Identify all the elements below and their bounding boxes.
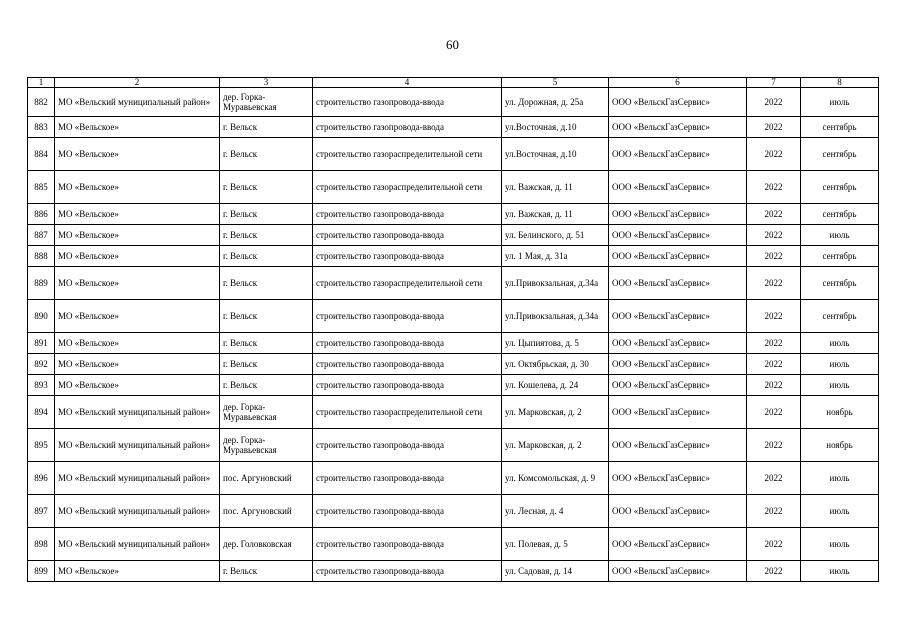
address-cell: ул. Октябрьская, д. 30 — [502, 354, 609, 375]
municipality-cell: МО «Вельское» — [55, 354, 220, 375]
row-number-cell: 895 — [28, 429, 55, 462]
locality-cell: г. Вельск — [220, 246, 313, 267]
locality-cell: г. Вельск — [220, 333, 313, 354]
row-number-cell: 887 — [28, 225, 55, 246]
municipality-cell: МО «Вельское» — [55, 138, 220, 171]
row-number-cell: 889 — [28, 267, 55, 300]
month-cell: ноябрь — [801, 429, 879, 462]
municipality-cell: МО «Вельский муниципальный район» — [55, 528, 220, 561]
table-row — [28, 88, 879, 117]
municipality-cell: МО «Вельское» — [55, 267, 220, 300]
month-cell: сентябрь — [801, 300, 879, 333]
table-row — [28, 300, 879, 333]
locality-cell: дер. Головковская — [220, 528, 313, 561]
locality-cell: г. Вельск — [220, 375, 313, 396]
address-cell: ул. Дорожная, д. 25а — [502, 88, 609, 117]
year-cell: 2022 — [747, 528, 801, 561]
month-cell: ноябрь — [801, 396, 879, 429]
work-type-cell: строительство газопровода-ввода — [313, 88, 502, 117]
work-type-cell: строительство газораспределительной сети — [313, 138, 502, 171]
contractor-cell: ООО «ВельскГазСервис» — [609, 528, 747, 561]
contractor-cell: ООО «ВельскГазСервис» — [609, 375, 747, 396]
column-header-1: 1 — [28, 78, 55, 88]
year-cell: 2022 — [747, 88, 801, 117]
address-cell: ул. Садовая, д. 14 — [502, 561, 609, 582]
address-cell: ул.Привокзальная, д.34а — [502, 300, 609, 333]
contractor-cell: ООО «ВельскГазСервис» — [609, 396, 747, 429]
address-cell: ул. Кошелева, д. 24 — [502, 375, 609, 396]
month-cell: сентябрь — [801, 171, 879, 204]
year-cell: 2022 — [747, 117, 801, 138]
locality-cell: г. Вельск — [220, 267, 313, 300]
year-cell: 2022 — [747, 333, 801, 354]
column-header-2: 2 — [55, 78, 220, 88]
month-cell: июль — [801, 354, 879, 375]
year-cell: 2022 — [747, 267, 801, 300]
address-cell: ул. Марковская, д. 2 — [502, 429, 609, 462]
address-cell: ул.Восточная, д.10 — [502, 138, 609, 171]
month-cell: июль — [801, 495, 879, 528]
work-type-cell: строительство газораспределительной сети — [313, 171, 502, 204]
work-type-cell: строительство газопровода-ввода — [313, 300, 502, 333]
address-cell: ул.Восточная, д.10 — [502, 117, 609, 138]
contractor-cell: ООО «ВельскГазСервис» — [609, 462, 747, 495]
municipality-cell: МО «Вельское» — [55, 300, 220, 333]
work-type-cell: строительство газопровода-ввода — [313, 204, 502, 225]
locality-cell: г. Вельск — [220, 138, 313, 171]
work-type-cell: строительство газопровода-ввода — [313, 246, 502, 267]
header-row — [28, 78, 879, 88]
work-type-cell: строительство газопровода-ввода — [313, 225, 502, 246]
contractor-cell: ООО «ВельскГазСервис» — [609, 429, 747, 462]
year-cell: 2022 — [747, 246, 801, 267]
work-type-cell: строительство газопровода-ввода — [313, 528, 502, 561]
year-cell: 2022 — [747, 204, 801, 225]
row-number-cell: 885 — [28, 171, 55, 204]
table-row — [28, 396, 879, 429]
work-type-cell: строительство газопровода-ввода — [313, 354, 502, 375]
work-type-cell: строительство газораспределительной сети — [313, 267, 502, 300]
month-cell: июль — [801, 333, 879, 354]
municipality-cell: МО «Вельское» — [55, 117, 220, 138]
year-cell: 2022 — [747, 138, 801, 171]
address-cell: ул.Привокзальная, д.34а — [502, 267, 609, 300]
municipality-cell: МО «Вельское» — [55, 333, 220, 354]
table-row — [28, 495, 879, 528]
municipality-cell: МО «Вельский муниципальный район» — [55, 396, 220, 429]
municipality-cell: МО «Вельское» — [55, 561, 220, 582]
table-row — [28, 267, 879, 300]
locality-cell: г. Вельск — [220, 300, 313, 333]
contractor-cell: ООО «ВельскГазСервис» — [609, 117, 747, 138]
month-cell: июль — [801, 225, 879, 246]
table-row — [28, 204, 879, 225]
month-cell: сентябрь — [801, 267, 879, 300]
table-row — [28, 171, 879, 204]
municipality-cell: МО «Вельское» — [55, 375, 220, 396]
address-cell: ул. Цыпиятова, д. 5 — [502, 333, 609, 354]
contractor-cell: ООО «ВельскГазСервис» — [609, 246, 747, 267]
table-row — [28, 375, 879, 396]
row-number-cell: 890 — [28, 300, 55, 333]
contractor-cell: ООО «ВельскГазСервис» — [609, 204, 747, 225]
contractor-cell: ООО «ВельскГазСервис» — [609, 495, 747, 528]
month-cell: июль — [801, 561, 879, 582]
month-cell: сентябрь — [801, 138, 879, 171]
table-row — [28, 225, 879, 246]
row-number-cell: 882 — [28, 88, 55, 117]
row-number-cell: 897 — [28, 495, 55, 528]
works-table — [27, 77, 879, 582]
work-type-cell: строительство газораспределительной сети — [313, 396, 502, 429]
locality-cell: пос. Аргуновский — [220, 495, 313, 528]
contractor-cell: ООО «ВельскГазСервис» — [609, 267, 747, 300]
locality-cell: г. Вельск — [220, 204, 313, 225]
table-row — [28, 138, 879, 171]
table-row — [28, 246, 879, 267]
work-type-cell: строительство газопровода-ввода — [313, 333, 502, 354]
table-row — [28, 429, 879, 462]
row-number-cell: 884 — [28, 138, 55, 171]
year-cell: 2022 — [747, 396, 801, 429]
work-type-cell: строительство газопровода-ввода — [313, 375, 502, 396]
table-row — [28, 462, 879, 495]
contractor-cell: ООО «ВельскГазСервис» — [609, 171, 747, 204]
locality-cell: г. Вельск — [220, 354, 313, 375]
address-cell: ул. Белинского, д. 51 — [502, 225, 609, 246]
table-row — [28, 528, 879, 561]
locality-cell: г. Вельск — [220, 225, 313, 246]
locality-cell: дер. Горка-Муравьевская — [220, 396, 313, 429]
locality-cell: дер. Горка-Муравьевская — [220, 429, 313, 462]
address-cell: ул. Комсомольская, д. 9 — [502, 462, 609, 495]
address-cell: ул. Лесная, д. 4 — [502, 495, 609, 528]
table-row — [28, 117, 879, 138]
row-number-cell: 894 — [28, 396, 55, 429]
column-header-7: 7 — [747, 78, 801, 88]
year-cell: 2022 — [747, 462, 801, 495]
municipality-cell: МО «Вельский муниципальный район» — [55, 429, 220, 462]
year-cell: 2022 — [747, 561, 801, 582]
month-cell: сентябрь — [801, 246, 879, 267]
municipality-cell: МО «Вельское» — [55, 246, 220, 267]
row-number-cell: 899 — [28, 561, 55, 582]
month-cell: сентябрь — [801, 204, 879, 225]
municipality-cell: МО «Вельский муниципальный район» — [55, 495, 220, 528]
row-number-cell: 892 — [28, 354, 55, 375]
locality-cell: г. Вельск — [220, 561, 313, 582]
column-header-5: 5 — [502, 78, 609, 88]
work-type-cell: строительство газопровода-ввода — [313, 117, 502, 138]
contractor-cell: ООО «ВельскГазСервис» — [609, 138, 747, 171]
work-type-cell: строительство газопровода-ввода — [313, 561, 502, 582]
table-row — [28, 354, 879, 375]
address-cell: ул. Важская, д. 11 — [502, 171, 609, 204]
contractor-cell: ООО «ВельскГазСервис» — [609, 88, 747, 117]
contractor-cell: ООО «ВельскГазСервис» — [609, 354, 747, 375]
row-number-cell: 888 — [28, 246, 55, 267]
table-row — [28, 333, 879, 354]
address-cell: ул. 1 Мая, д. 31а — [502, 246, 609, 267]
year-cell: 2022 — [747, 354, 801, 375]
row-number-cell: 898 — [28, 528, 55, 561]
row-number-cell: 886 — [28, 204, 55, 225]
municipality-cell: МО «Вельский муниципальный район» — [55, 88, 220, 117]
column-header-4: 4 — [313, 78, 502, 88]
month-cell: июль — [801, 528, 879, 561]
municipality-cell: МО «Вельское» — [55, 225, 220, 246]
year-cell: 2022 — [747, 300, 801, 333]
address-cell: ул. Марковская, д. 2 — [502, 396, 609, 429]
page-number: 60 — [446, 37, 459, 52]
municipality-cell: МО «Вельское» — [55, 171, 220, 204]
year-cell: 2022 — [747, 171, 801, 204]
contractor-cell: ООО «ВельскГазСервис» — [609, 561, 747, 582]
row-number-cell: 891 — [28, 333, 55, 354]
column-header-8: 8 — [801, 78, 879, 88]
month-cell: июль — [801, 88, 879, 117]
contractor-cell: ООО «ВельскГазСервис» — [609, 333, 747, 354]
table-body — [28, 88, 879, 582]
municipality-cell: МО «Вельское» — [55, 204, 220, 225]
work-type-cell: строительство газопровода-ввода — [313, 429, 502, 462]
month-cell: июль — [801, 375, 879, 396]
row-number-cell: 896 — [28, 462, 55, 495]
locality-cell: дер. Горка-Муравьевская — [220, 88, 313, 117]
locality-cell: г. Вельск — [220, 117, 313, 138]
column-header-3: 3 — [220, 78, 313, 88]
work-type-cell: строительство газопровода-ввода — [313, 462, 502, 495]
contractor-cell: ООО «ВельскГазСервис» — [609, 225, 747, 246]
year-cell: 2022 — [747, 225, 801, 246]
row-number-cell: 893 — [28, 375, 55, 396]
municipality-cell: МО «Вельский муниципальный район» — [55, 462, 220, 495]
table-row — [28, 561, 879, 582]
address-cell: ул. Важская, д. 11 — [502, 204, 609, 225]
locality-cell: пос. Аргуновский — [220, 462, 313, 495]
address-cell: ул. Полевая, д. 5 — [502, 528, 609, 561]
contractor-cell: ООО «ВельскГазСервис» — [609, 300, 747, 333]
work-type-cell: строительство газопровода-ввода — [313, 495, 502, 528]
row-number-cell: 883 — [28, 117, 55, 138]
month-cell: сентябрь — [801, 117, 879, 138]
column-header-6: 6 — [609, 78, 747, 88]
year-cell: 2022 — [747, 429, 801, 462]
year-cell: 2022 — [747, 375, 801, 396]
locality-cell: г. Вельск — [220, 171, 313, 204]
month-cell: июль — [801, 462, 879, 495]
year-cell: 2022 — [747, 495, 801, 528]
